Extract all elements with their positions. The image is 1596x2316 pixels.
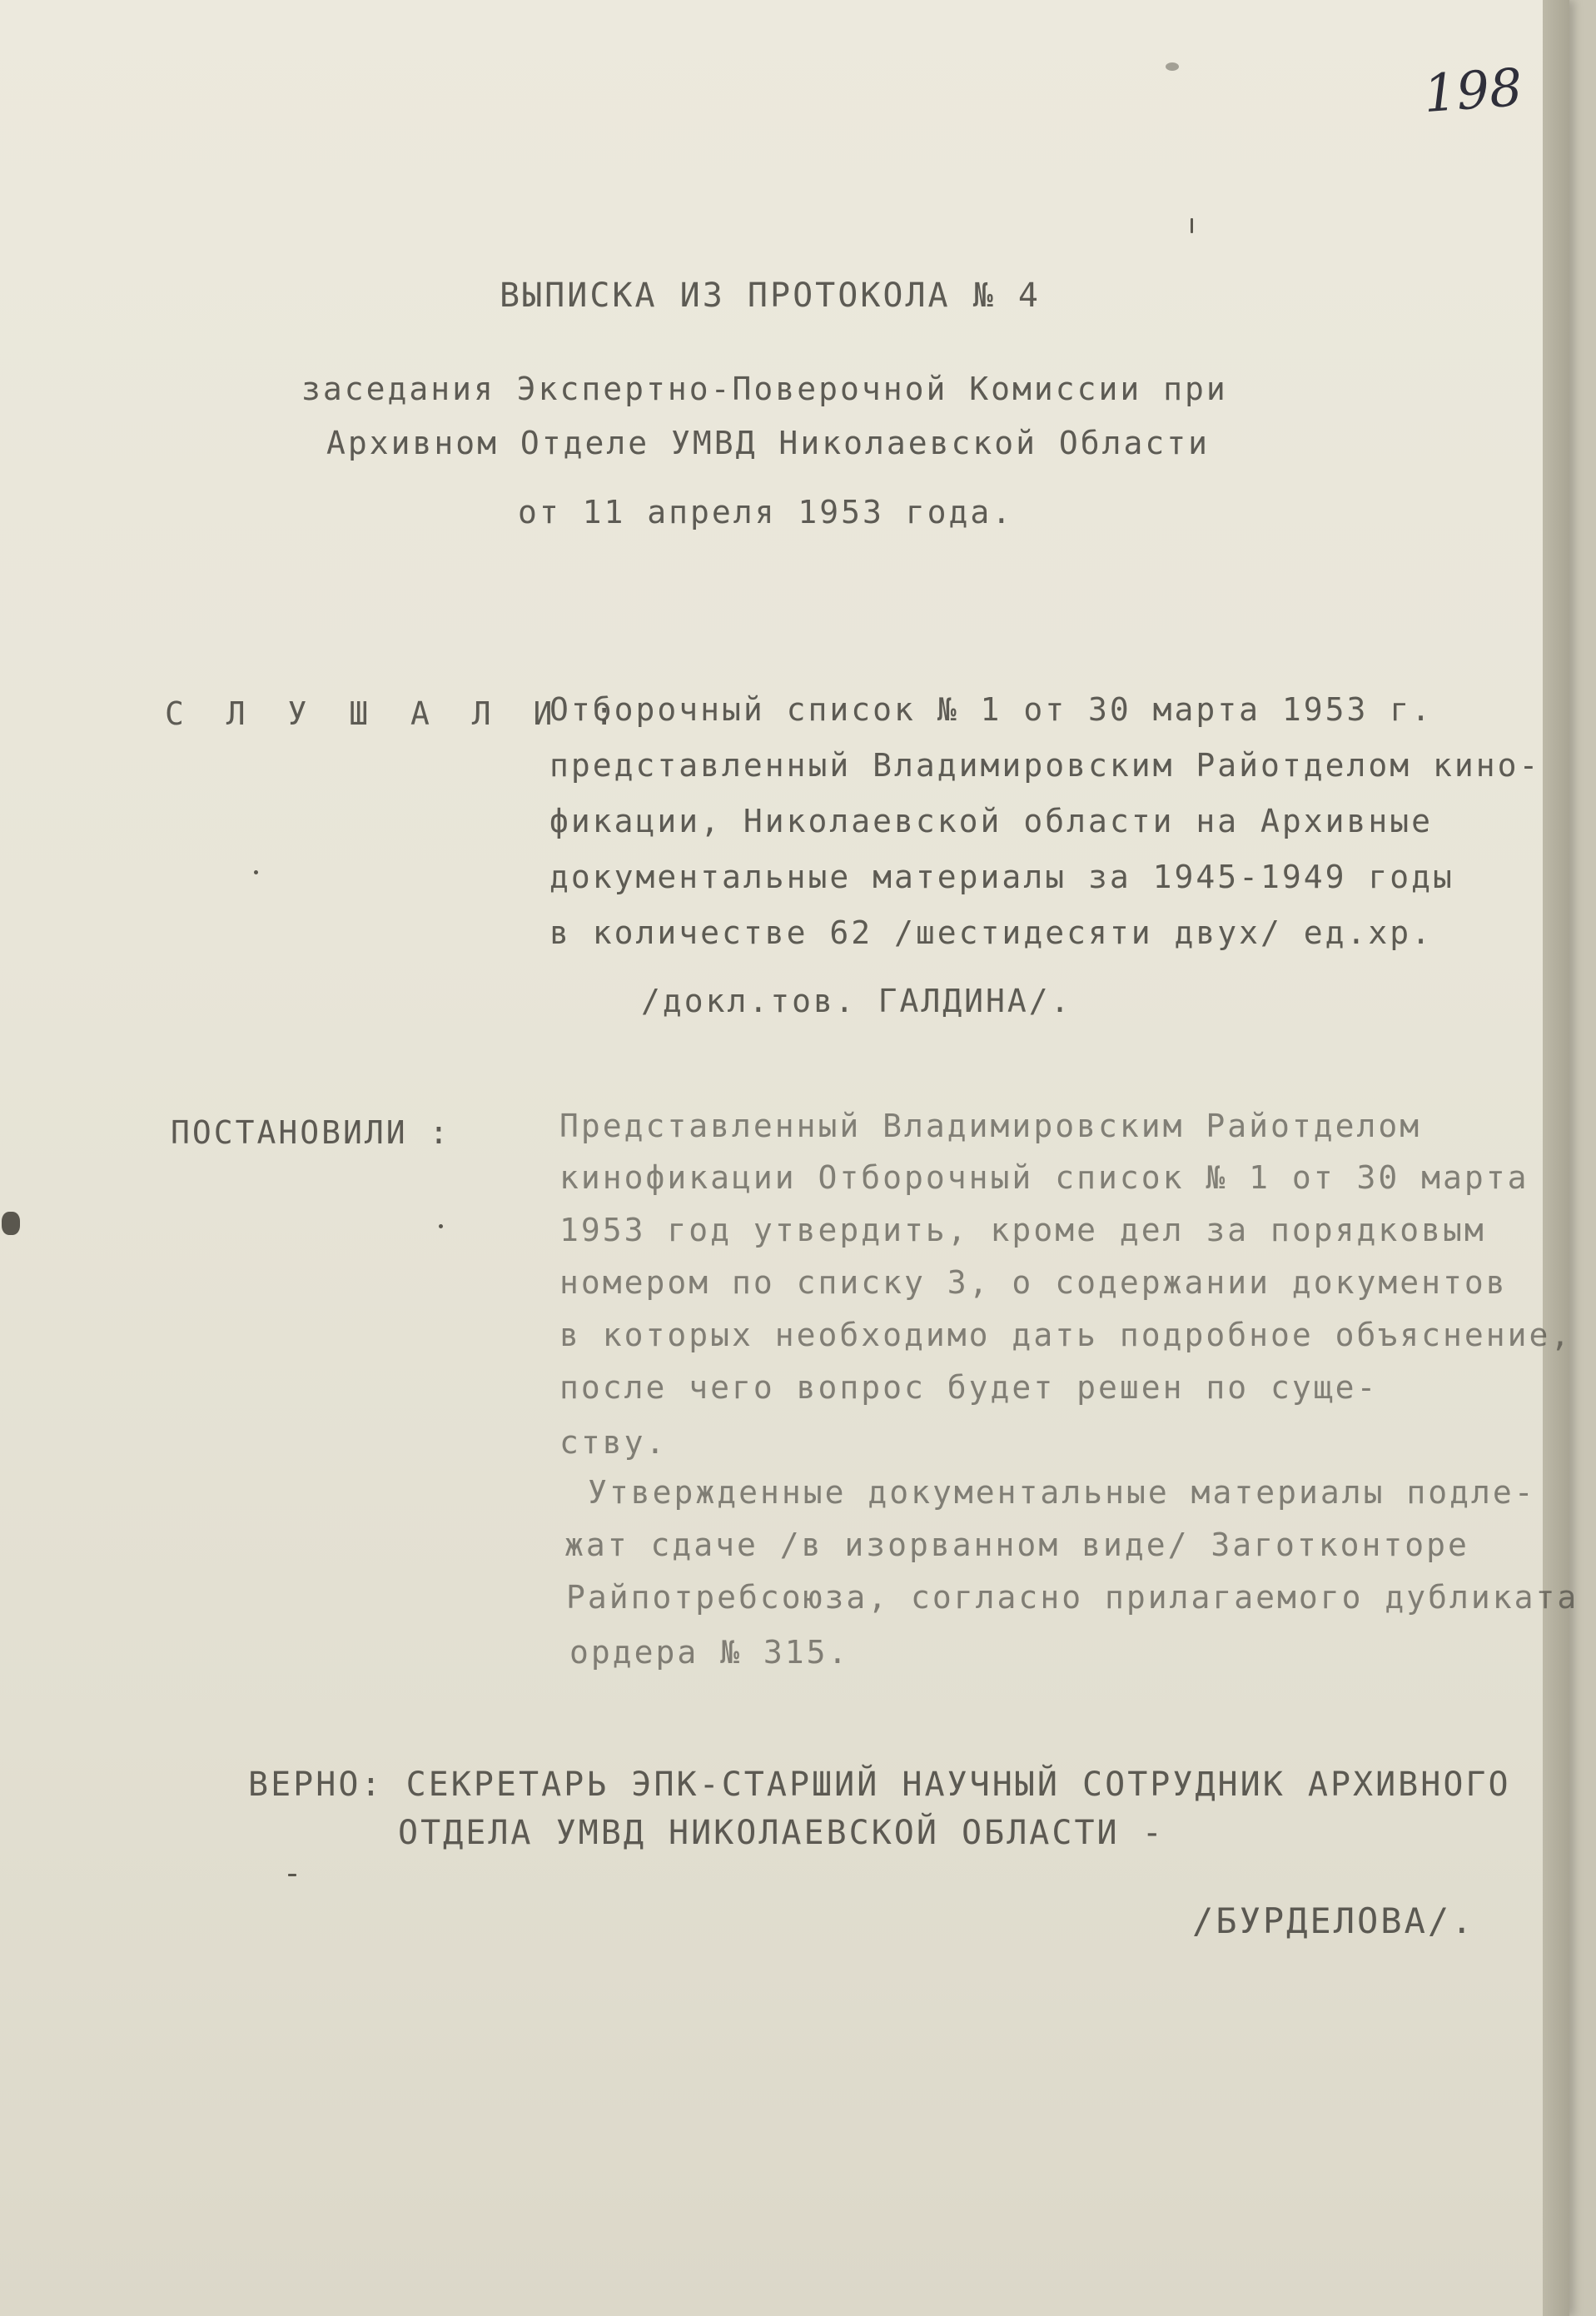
page-number: 198 — [1421, 56, 1524, 125]
heard-line: фикации, Николаевской области на Архивные — [549, 803, 1433, 839]
heard-label: С Л У Ш А Л И : — [165, 695, 626, 732]
resolved-line: Представленный Владимировским Райотделом — [559, 1108, 1422, 1144]
paper-blemish — [439, 1224, 443, 1228]
resolved-line: кинофикации Отборочный список № 1 от 30 марта — [559, 1159, 1529, 1196]
heard-line: документальные материалы за 1945-1949 годы — [549, 859, 1454, 895]
resolved-line: после чего вопрос будет решен по суще- — [559, 1369, 1379, 1406]
heading-date: от 11 апреля 1953 года. — [518, 494, 1014, 530]
document-title: ВЫПИСКА ИЗ ПРОТОКОЛА № 4 — [500, 276, 1041, 315]
heading-line-1: заседания Экспертно-Поверочной Комиссии при — [301, 371, 1228, 407]
heard-line: в количестве 62 /шестидесяти двух/ ед.хр. — [549, 914, 1433, 951]
resolved-line: ству. — [559, 1424, 668, 1461]
heard-line: Отборочный список № 1 от 30 марта 1953 г. — [549, 691, 1433, 728]
resolved-label: ПОСТАНОВИЛИ : — [171, 1114, 451, 1151]
paper-blemish — [1166, 62, 1179, 71]
page-edge — [1543, 0, 1569, 2316]
resolved-line: номером по списку 3, о содержании документов — [559, 1264, 1508, 1301]
pen-mark — [1191, 218, 1193, 233]
pen-mark — [288, 1874, 296, 1876]
resolved-line: жат сдаче /в изорванном виде/ Заготконторе — [564, 1527, 1469, 1563]
resolved-line: в которых необходимо дать подробное объяснение, — [559, 1317, 1573, 1353]
resolved-line: Райпотребсоюза, согласно прилагаемого дубликата — [566, 1579, 1579, 1616]
paper-blemish — [254, 870, 258, 874]
reporter-note: /докл.тов. ГАЛДИНА/. — [641, 983, 1072, 1019]
heading-line-2: Архивном Отделе УМВД Николаевской Области — [326, 425, 1210, 461]
resolved-line: Утвержденные документальные материалы подле- — [588, 1474, 1536, 1511]
signature-name: /БУРДЕЛОВА/. — [1192, 1900, 1475, 1941]
resolved-line: 1953 год утвердить, кроме дел за порядковым — [559, 1212, 1486, 1248]
paper-blemish — [2, 1212, 20, 1235]
certification-line-2: ОТДЕЛА УМВД НИКОЛАЕВСКОЙ ОБЛАСТИ - — [398, 1814, 1165, 1852]
heard-line: представленный Владимировским Райотделом кино- — [549, 747, 1541, 784]
resolved-line: ордера № 315. — [569, 1634, 850, 1671]
certification-line-1: ВЕРНО: СЕКРЕТАРЬ ЭПК-СТАРШИЙ НАУЧНЫЙ СОТРУДНИК АРХИВНОГО — [248, 1766, 1511, 1804]
